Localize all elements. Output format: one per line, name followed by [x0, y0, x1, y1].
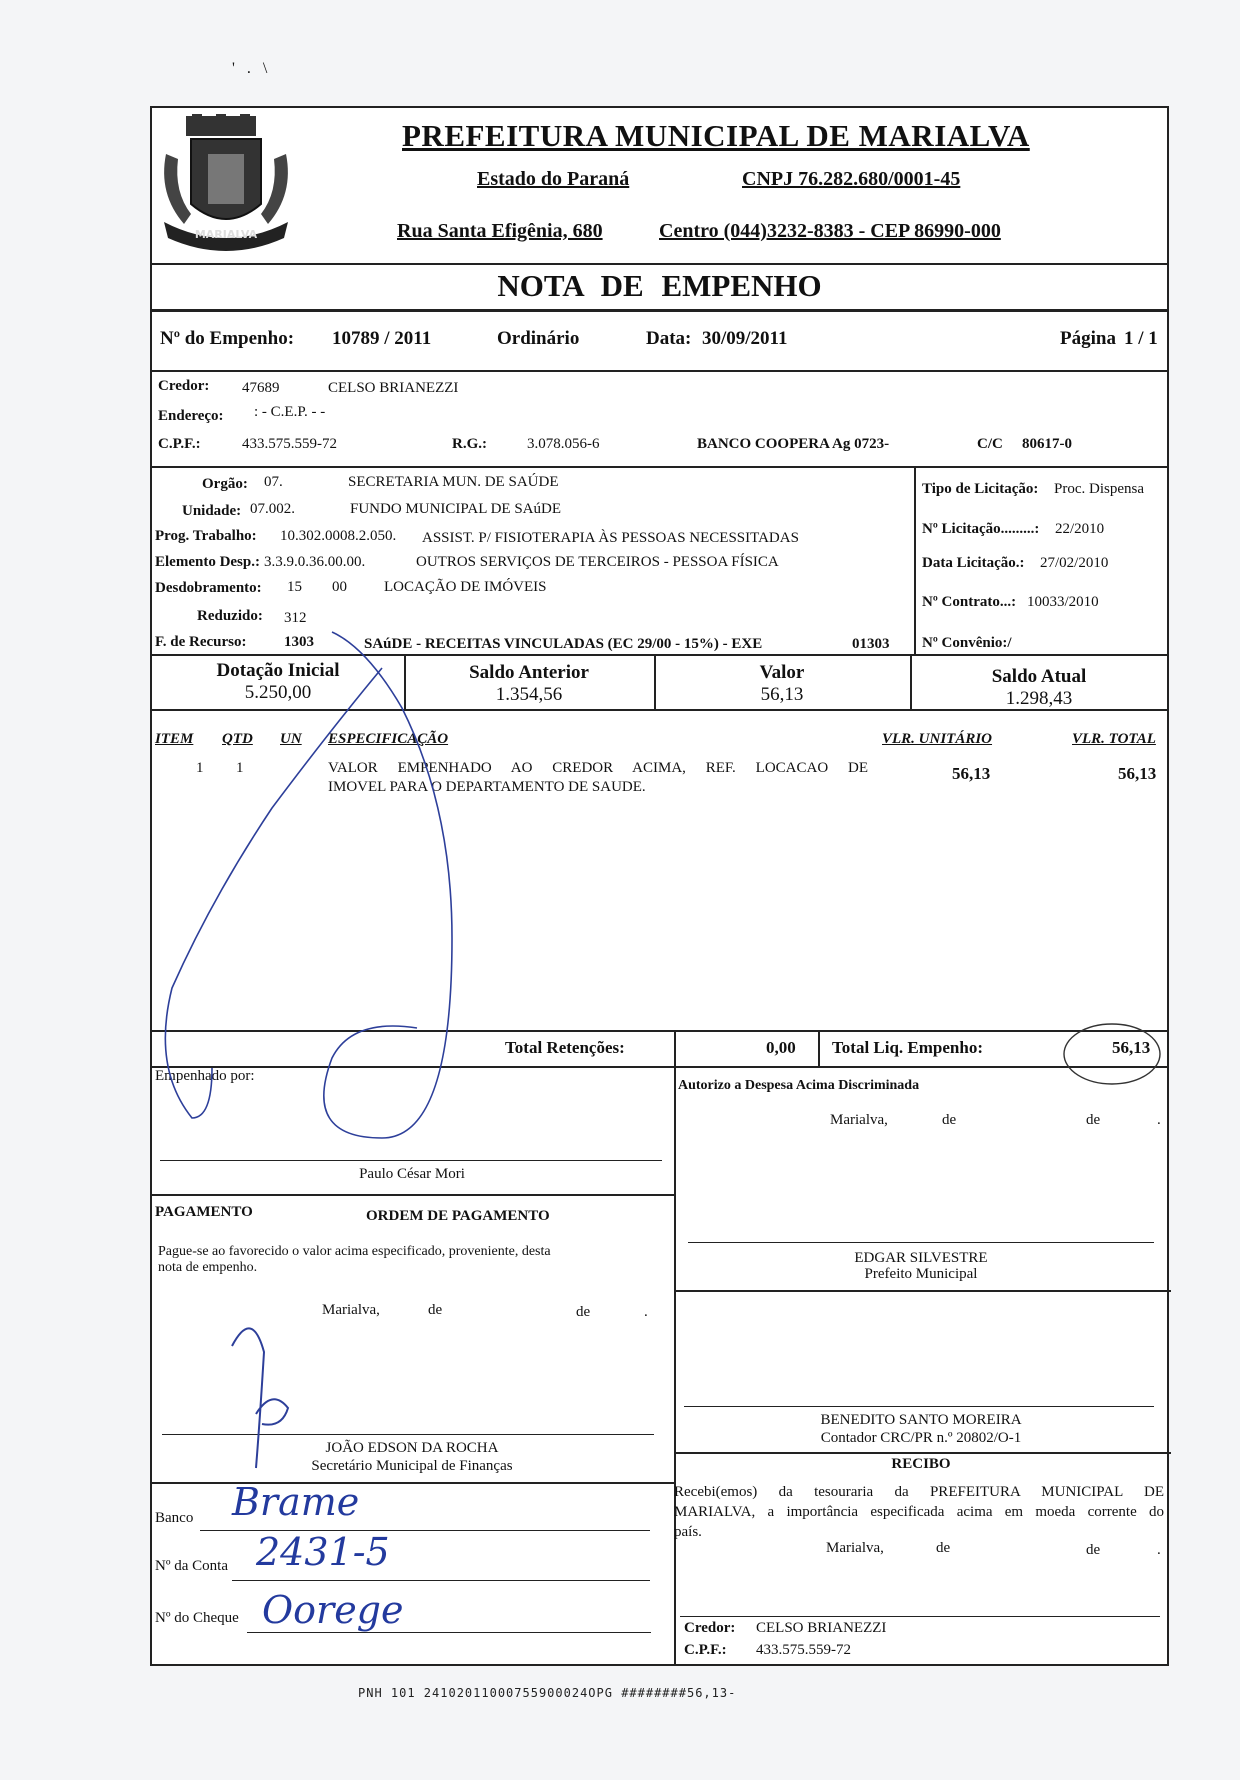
cnpj-label: CNPJ 76.282.680/0001-45: [742, 168, 961, 190]
prefeito-name: EDGAR SILVESTRE: [854, 1250, 988, 1266]
recibo-credor-label: Credor:: [684, 1620, 736, 1636]
cc-label: C/C: [977, 436, 1003, 452]
orgao-name: SECRETARIA MUN. DE SAÚDE: [348, 474, 559, 490]
rg-label: R.G.:: [452, 436, 487, 452]
retencoes-value: 0,00: [766, 1038, 796, 1057]
liquido-value: 56,13: [1112, 1038, 1151, 1057]
desdob-label: Desdobramento:: [155, 580, 262, 596]
elemento-label: Elemento Desp.:: [155, 554, 260, 570]
item-number: 1: [196, 760, 204, 776]
empenho-label: Nº do Empenho:: [160, 328, 295, 349]
pagamento-de2: de: [576, 1304, 591, 1320]
recibo-cpf-label: C.P.F.:: [684, 1642, 727, 1658]
saldo-atual-value: 1.298,43: [1005, 688, 1073, 709]
municipality-title: PREFEITURA MUNICIPAL DE MARIALVA: [402, 118, 1030, 153]
recurso-num: 01303: [852, 636, 890, 652]
convenio-label: Nº Convênio:/: [922, 635, 1012, 651]
empenho-number: 10789 / 2011: [332, 328, 432, 349]
desdob-name: LOCAÇÃO DE IMÓVEIS: [384, 579, 547, 595]
cheque-handwritten: Oorege: [262, 1588, 404, 1632]
prog-code: 10.302.0008.2.050.: [280, 528, 397, 544]
conta-label: Nº da Conta: [155, 1558, 228, 1574]
saldo-anterior-value: 1.354,56: [495, 684, 563, 705]
financas-name: JOÃO EDSON DA ROCHA: [325, 1440, 499, 1456]
empenhado-signer: Paulo César Mori: [359, 1166, 465, 1182]
liquido-label: Total Liq. Empenho:: [832, 1038, 983, 1057]
elemento-name: OUTROS SERVIÇOS DE TERCEIROS - PESSOA FÍSICA: [416, 554, 779, 570]
credor-cpf: 433.575.559-72: [242, 436, 337, 452]
page-number: 1 / 1: [1124, 328, 1158, 349]
autorizo-de1: de: [942, 1112, 957, 1128]
address-field-label: Endereço:: [158, 408, 224, 424]
empenhado-label: Empenhado por:: [155, 1068, 255, 1084]
item-vlr-unit: 56,13: [952, 764, 991, 783]
credor-address: : - C.E.P. - -: [254, 404, 326, 420]
recibo-dot: .: [1157, 1542, 1161, 1558]
retencoes-label: Total Retenções:: [505, 1038, 625, 1057]
licitacao-num-label: Nº Licitação.........:: [922, 521, 1040, 537]
prefeito-role: Prefeito Municipal: [864, 1266, 978, 1282]
col-item: ITEM: [155, 731, 194, 747]
top-scan-mark: ' . \: [232, 60, 272, 77]
recibo-text-1: Recebi(emos) da tesouraria da PREFEITURA MUNICIPAL DE: [674, 1484, 1164, 1500]
credor-cc: 80617-0: [1022, 436, 1072, 452]
licitacao-type-label: Tipo de Licitação:: [922, 481, 1039, 497]
recibo-credor: CELSO BRIANEZZI: [756, 1620, 887, 1636]
contador-role: Contador CRC/PR n.º 20802/O-1: [820, 1430, 1022, 1446]
recurso-code: 1303: [284, 634, 314, 650]
recibo-label: RECIBO: [891, 1456, 951, 1472]
coat-of-arms-text: MARIALVA: [194, 228, 258, 241]
col-espec: ESPECIFICAÇÃO: [328, 731, 449, 747]
valor-label: Valor: [759, 662, 805, 683]
banco-label: Banco: [155, 1510, 194, 1526]
pagamento-dot: .: [644, 1304, 648, 1320]
contrato-value: 10033/2010: [1027, 594, 1099, 610]
state-label: Estado do Paraná: [477, 168, 630, 190]
saldo-atual-label: Saldo Atual: [991, 666, 1087, 687]
valor-value: 56,13: [760, 684, 804, 705]
footer-code: PNH 101 24102011000755900024OPG ########56,13-: [358, 1686, 737, 1700]
empenho-form: [150, 106, 1169, 1666]
pagamento-text-1: Pague-se ao favorecido o valor acima especificado, proveniente, desta: [158, 1244, 551, 1259]
item-qtd: 1: [236, 760, 244, 776]
unidade-name: FUNDO MUNICIPAL DE SAúDE: [350, 501, 561, 517]
pagamento-de1: de: [428, 1302, 443, 1318]
dotacao-inicial-value: 5.250,00: [244, 682, 312, 703]
contador-name: BENEDITO SANTO MOREIRA: [820, 1412, 1022, 1428]
recibo-de1: de: [936, 1540, 951, 1556]
cpf-label: C.P.F.:: [158, 436, 201, 452]
page-label: Página: [1060, 328, 1116, 349]
elemento-code: 3.3.9.0.36.00.00.: [264, 554, 366, 570]
conta-handwritten: 2431-5: [256, 1530, 390, 1574]
licitacao-num: 22/2010: [1055, 521, 1105, 537]
recurso-name: SAúDE - RECEITAS VINCULADAS (EC 29/00 - 15%) - EXE: [364, 636, 763, 652]
orgao-code: 07.: [264, 474, 283, 490]
district-phone-cep: Centro (044)3232-8383 - CEP 86990-000: [659, 220, 1001, 242]
dotacao-inicial-label: Dotação Inicial: [216, 660, 340, 681]
handwritten-signature-ink: [152, 108, 1171, 1668]
address-label: Rua Santa Efigênia, 680: [397, 220, 603, 242]
licitacao-type: Proc. Dispensa: [1054, 481, 1144, 497]
recibo-cpf: 433.575.559-72: [756, 1642, 851, 1658]
contrato-label: Nº Contrato...:: [922, 594, 1017, 610]
banco-handwritten: Brame: [232, 1480, 360, 1524]
credor-label: Credor:: [158, 378, 210, 394]
recibo-text-3: país.: [674, 1524, 702, 1540]
saldo-anterior-label: Saldo Anterior: [469, 662, 589, 683]
orgao-label: Orgão:: [202, 476, 248, 492]
col-vlr-total: VLR. TOTAL: [1072, 731, 1156, 747]
ordem-pagamento-label: ORDEM DE PAGAMENTO: [366, 1208, 550, 1224]
item-espec-line1: VALOR EMPENHADO AO CREDOR ACIMA, REF. LOCACAO DE: [328, 760, 868, 776]
empenho-date: 30/09/2011: [702, 328, 788, 349]
recibo-text-2: MARIALVA, a importância especificada acima em moeda corrente do: [674, 1504, 1164, 1520]
credor-bank: BANCO COOPERA Ag 0723-: [697, 436, 890, 452]
autorizo-label: Autorizo a Despesa Acima Discriminada: [678, 1078, 920, 1093]
autorizo-city: Marialva,: [830, 1112, 888, 1128]
prog-label: Prog. Trabalho:: [155, 528, 257, 544]
credor-name: CELSO BRIANEZZI: [328, 380, 459, 396]
col-qtd: QTD: [222, 731, 253, 747]
reduzido-value: 312: [284, 610, 307, 626]
recurso-label: F. de Recurso:: [155, 634, 247, 650]
col-vlr-unit: VLR. UNITÁRIO: [882, 731, 993, 747]
desdob-a: 15: [287, 579, 302, 595]
reduzido-label: Reduzido:: [197, 608, 263, 624]
unidade-code: 07.002.: [250, 501, 295, 517]
autorizo-de2: de: [1086, 1112, 1101, 1128]
desdob-b: 00: [332, 579, 347, 595]
total-circle-mark: [1064, 1024, 1160, 1084]
recibo-de2: de: [1086, 1542, 1101, 1558]
pagamento-label: PAGAMENTO: [155, 1204, 253, 1220]
empenho-type: Ordinário: [497, 328, 580, 349]
unidade-label: Unidade:: [182, 503, 242, 519]
credor-rg: 3.078.056-6: [527, 436, 600, 452]
credor-code: 47689: [242, 380, 280, 396]
licitacao-date: 27/02/2010: [1040, 555, 1109, 571]
item-espec-line2: IMOVEL PARA O DEPARTAMENTO DE SAUDE.: [328, 779, 646, 795]
licitacao-date-label: Data Licitação.:: [922, 555, 1025, 571]
pagamento-city: Marialva,: [322, 1302, 380, 1318]
financas-role: Secretário Municipal de Finanças: [311, 1458, 513, 1474]
date-label: Data:: [646, 328, 692, 349]
prog-name: ASSIST. P/ FISIOTERAPIA ÀS PESSOAS NECESSITADAS: [422, 530, 799, 546]
cheque-label: Nº do Cheque: [155, 1610, 239, 1626]
document-title: NOTA DE EMPENHO: [497, 268, 822, 303]
pagamento-text-2: nota de empenho.: [158, 1260, 258, 1275]
col-un: UN: [280, 731, 302, 747]
item-vlr-total: 56,13: [1118, 764, 1157, 783]
recibo-city: Marialva,: [826, 1540, 884, 1556]
autorizo-dot: .: [1157, 1112, 1161, 1128]
